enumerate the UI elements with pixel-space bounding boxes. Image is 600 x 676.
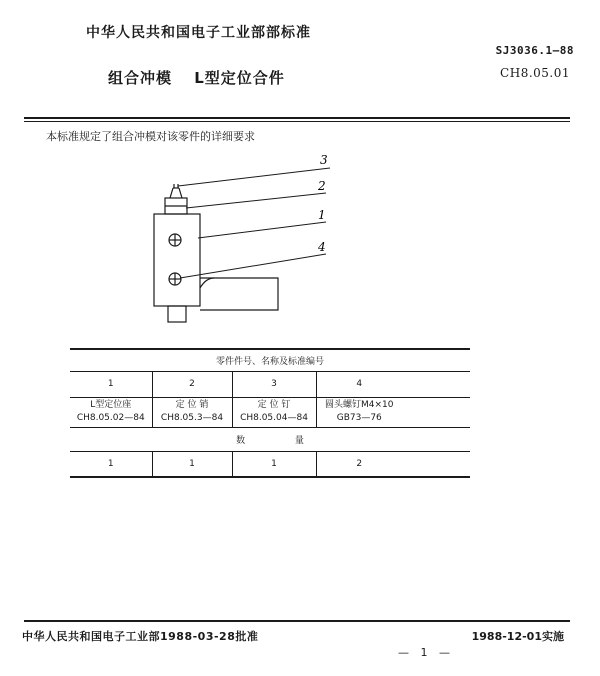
quantity-3: 1	[232, 451, 316, 477]
part-cell-4	[316, 397, 402, 427]
quantity-4: 2	[316, 451, 402, 477]
page-number: — 1 —	[398, 646, 454, 659]
part-name-3: 定 位 钉	[257, 400, 291, 410]
leader-line-3	[178, 168, 330, 186]
l-seat-horizontal-leg	[200, 278, 278, 310]
callout-2: 2	[318, 179, 326, 193]
footer-rule	[24, 620, 570, 622]
part-number-4: 4	[316, 371, 402, 397]
callout-3: 3	[320, 153, 328, 167]
leader-line-4	[180, 254, 326, 278]
header-rule-thick	[24, 117, 570, 119]
standard-number: SJ3036.1—88	[495, 44, 574, 57]
part-standard-1: CH8.05.02—84	[76, 413, 145, 423]
part-number-3: 3	[232, 371, 316, 397]
leader-line-2	[186, 193, 326, 208]
table-header: 零件件号、名称及标准编号	[70, 349, 470, 371]
part-name-1: L型定位座	[90, 400, 132, 410]
callout-4: 4	[318, 240, 326, 254]
part-name-2: 定 位 销	[175, 400, 209, 410]
assembly-drawing	[140, 150, 470, 330]
quantity-2: 1	[152, 451, 232, 477]
header-rule-thin	[24, 121, 570, 122]
leader-line-1	[198, 222, 326, 238]
l-seat-vertical-block	[154, 214, 200, 306]
approval-line: 中华人民共和国电子工业部1988-03-28批准	[22, 630, 259, 643]
part-standard-4: GB73—76	[336, 413, 382, 423]
intro-text: 本标准规定了组合冲模对该零件的详细要求	[46, 130, 255, 143]
part-cell-2	[152, 397, 232, 427]
title-main: 组合冲模	[108, 69, 173, 87]
part-number-2: 2	[152, 371, 232, 397]
parts-table	[70, 348, 470, 478]
quantity-label	[70, 427, 470, 451]
part-cell-1	[70, 397, 152, 427]
effective-date: 1988-12-01实施	[471, 630, 564, 643]
title-sub: L型定位合件	[194, 69, 285, 87]
part-standard-2: CH8.05.3—84	[160, 413, 224, 423]
part-number-1: 1	[70, 371, 152, 397]
quantity-label-2: 量	[294, 435, 304, 446]
l-seat-fillet	[200, 278, 214, 288]
part-name-4: 圆头螺钉M4×10	[325, 400, 394, 410]
part-standard-3: CH8.05.04—84	[240, 413, 308, 423]
quantity-label-1: 数	[236, 435, 246, 446]
part-code: CH8.05.01	[500, 66, 570, 80]
locating-seat-stem	[168, 306, 186, 322]
part-cell-3	[232, 397, 316, 427]
document-title	[108, 67, 285, 88]
quantity-1: 1	[70, 451, 152, 477]
issuing-organization: 中华人民共和国电子工业部部标准	[86, 25, 311, 41]
callout-1: 1	[318, 208, 326, 222]
